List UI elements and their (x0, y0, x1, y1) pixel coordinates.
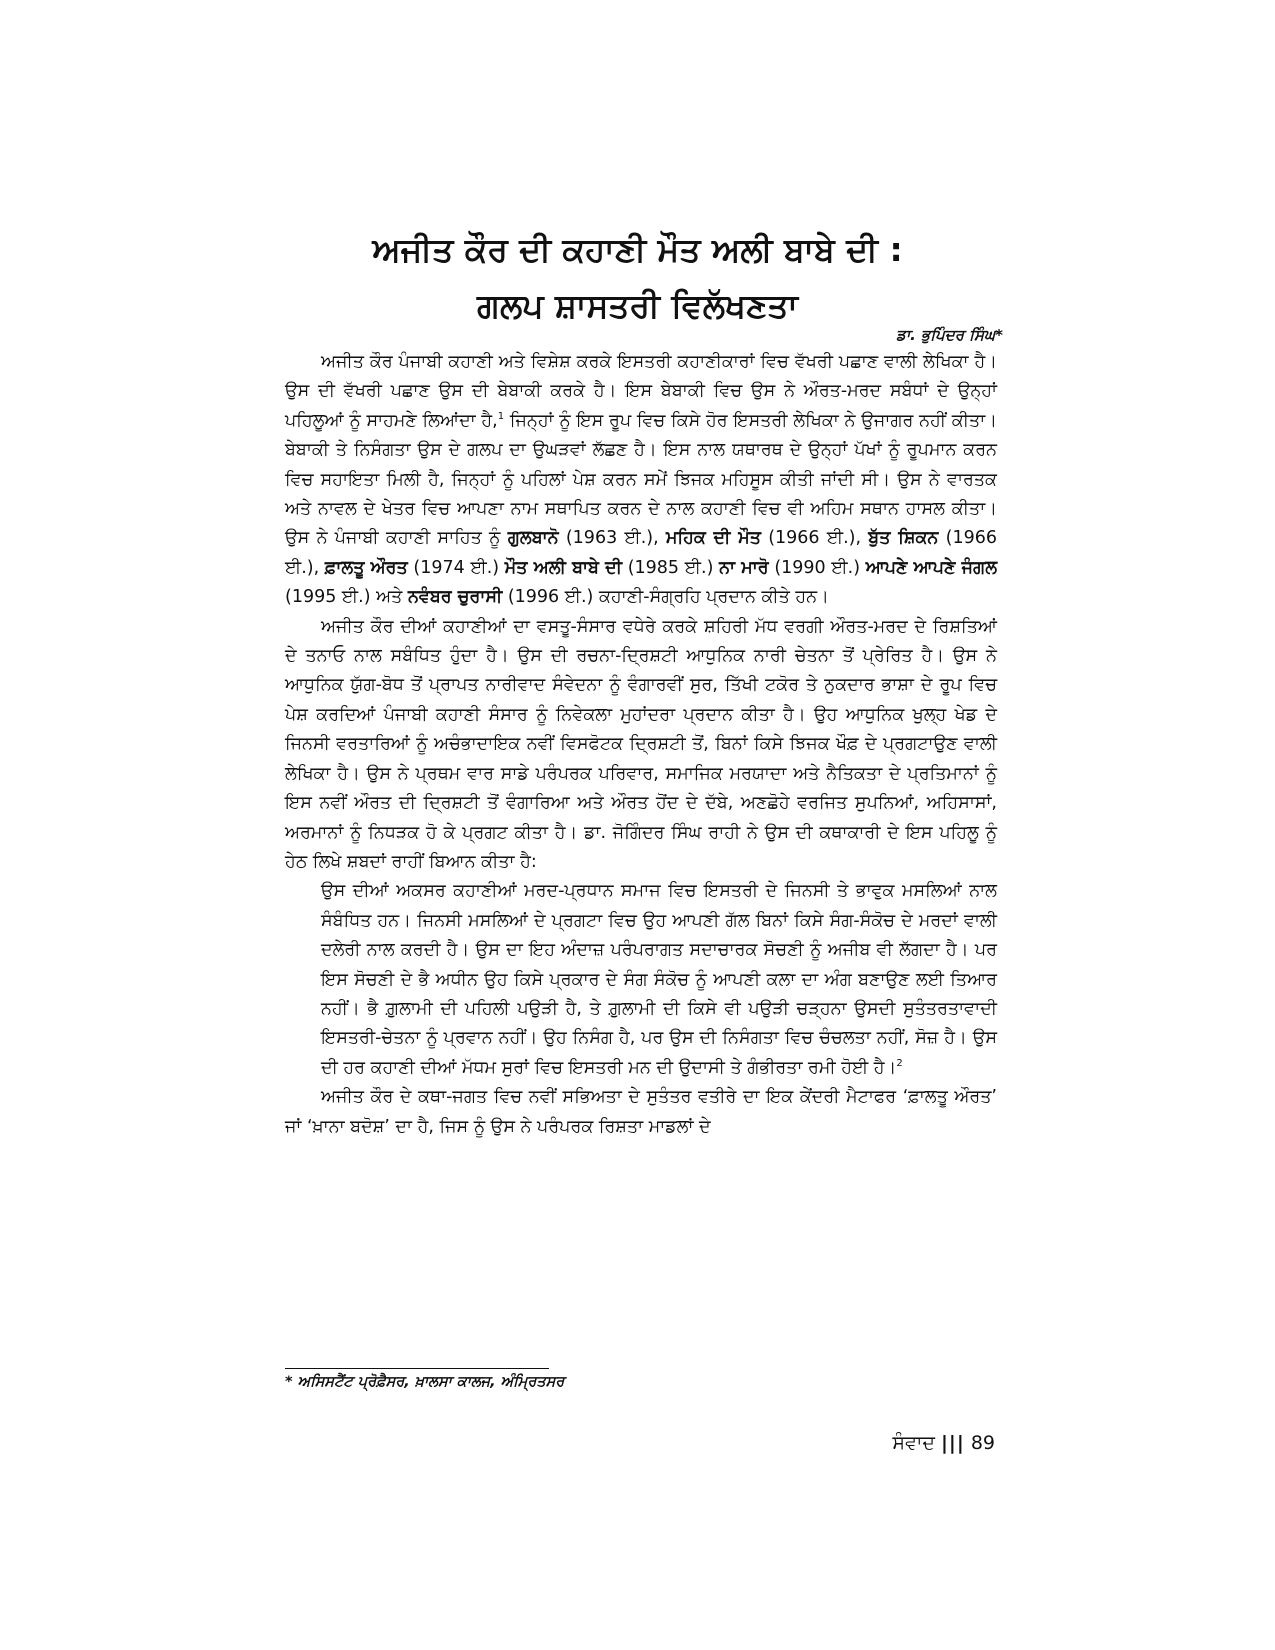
footnote-ref-1: 1 (497, 410, 505, 422)
footnote-divider (285, 1368, 549, 1369)
text-run: ਉਸ ਦੀਆਂ ਅਕਸਰ ਕਹਾਣੀਆਂ ਮਰਦ-ਪ੍ਰਧਾਨ ਸਮਾਜ ਵਿਚ ਇਸਤਰੀ ਦੇ ਜਿਨਸੀ ਤੇ ਭਾਵੁਕ ਮਸਲਿਆਂ ਨਾਲ ਸੰਬੰਧਿਤ ਹਨ। ਜਿਨਸੀ ਮਸਲਿਆਂ ਦੇ ਪ੍ਰਗਟਾ ਵਿਚ ਉਹ ਆਪਣੀ ਗੱਲ ਬਿਨਾਂ ਕਿਸੇ ਸੰਗ-ਸੰਕੋਚ ਦੇ ਮਰਦਾਂ ਵਾਲੀ ਦਲੇਰੀ ਨਾਲ ਕਰਦੀ ਹੈ। ਉਸ ਦਾ ਇਹ ਅੰਦਾਜ਼ ਪਰੰਪਰਾਗਤ ਸਦਾਚਾਰਕ ਸੋਚਣੀ ਨੂੰ ਅਜੀਬ ਵੀ ਲੱਗਦਾ ਹੈ। ਪਰ ਇਸ ਸੋਚਣੀ ਦੇ ਭੈ ਅਧੀਨ ਉਹ ਕਿਸੇ ਪ੍ਰਕਾਰ ਦੇ ਸੰਗ ਸੰਕੋਚ ਨੂੰ ਆਪਣੀ ਕਲਾ ਦਾ ਅੰਗ ਬਣਾਉਣ ਲਈ ਤਿਆਰ ਨਹੀਂ। ਭੈ ਗ਼ੁਲਾਮੀ ਦੀ ਪਹਿਲੀ ਪਉੜੀ ਹੈ, ਤੇ ਗ਼ੁਲਾਮੀ ਦੀ ਕਿਸੇ ਵੀ ਪਉੜੀ ਚੜ੍ਹਨਾ ਉਸਦੀ ਸੁਤੰਤਰਤਾਵਾਦੀ ਇਸਤਰੀ-ਚੇਤਨਾ ਨੂੰ ਪ੍ਰਵਾਨ ਨਹੀਂ। ਉਹ ਨਿਸੰਗ ਹੈ, ਪਰ ਉਸ ਦੀ ਨਿਸੰਗਤਾ ਵਿਚ ਚੰਚਲਤਾ ਨਹੀਂ, ਸੋਜ਼ ਹੈ। ਉਸ ਦੀ ਹਰ ਕਹਾਣੀ ਦੀਆਂ ਮੱਧਮ ਸੁਰਾਂ ਵਿਚ ਇਸਤਰੀ ਮਨ ਦੀ ਉਦਾਸੀ ਤੇ ਗੰਭੀਰਤਾ ਰਮੀ ਹੋਈ ਹੈ। (321, 881, 997, 1078)
book-title-na-maro: ਨਾ ਮਾਰੋ (719, 557, 769, 578)
paragraph-3: ਅਜੀਤ ਕੌਰ ਦੇ ਕਥਾ-ਜਗਤ ਵਿਚ ਨਵੀਂ ਸਭਿਅਤਾ ਦੇ ਸੁਤੰਤਰ ਵਤੀਰੇ ਦਾ ਇਕ ਕੇਂਦਰੀ ਮੈਟਾਫਰ ‘ਫ਼ਾਲਤੂ ਔਰਤ’ ਜਾਂ ‘ਖ਼ਾਨਾ ਬਦੋਸ਼’ ਦਾ ਹੈ, ਜਿਸ ਨੂੰ ਉਸ ਨੇ ਪਰੰਪਰਕ ਰਿਸ਼ਤਾ ਮਾਡਲਾਂ ਦੇ (285, 1087, 997, 1137)
paragraph-1 (285, 348, 997, 613)
text-run: (1966 ਈ.), (285, 528, 998, 578)
book-title-butt-shikan: ਬੁੱਤ ਸ਼ਿਕਨ (868, 528, 939, 549)
article-title (0, 222, 1275, 334)
text-run: (1963 ਈ.), (558, 528, 666, 549)
text-run: (1995 ਈ.) ਅਤੇ (285, 587, 408, 608)
footnote: * ਅਸਿਸਟੈਂਟ ਪ੍ਰੋਫ਼ੈਸਰ, ਖ਼ਾਲਸਾ ਕਾਲਜ, ਅੰਮ੍ਰਿਤਸਰ (285, 1374, 565, 1390)
folio-separator: ||| (940, 1432, 965, 1454)
book-title-gulbano: ਗੁਲਬਾਨੋ (507, 528, 559, 549)
author-name: ਡਾ. ਭੁਪਿੰਦਰ ਸਿੰਘ* (896, 326, 1003, 344)
article-title-line-2: ਗਲਪ ਸ਼ਾਸਤਰੀ ਵਿਲੱਖਣਤਾ (476, 286, 798, 325)
book-title-november-churasi: ਨਵੰਬਰ ਚੁਰਾਸੀ (407, 587, 503, 608)
book-title-apne-apne-jangal: ਆਪਣੇ ਆਪਣੇ ਜੰਗਲ (865, 557, 998, 578)
article-body (285, 348, 997, 1142)
text-run: ਅਜੀਤ ਕੌਰ ਪੰਜਾਬੀ ਕਹਾਣੀ ਅਤੇ ਵਿਸ਼ੇਸ਼ ਕਰਕੇ ਇਸਤਰੀ ਕਹਾਣੀਕਾਰਾਂ ਵਿਚ ਵੱਖਰੀ ਪਛਾਣ ਵਾਲੀ ਲੇਖਿਕਾ ਹੈ। ਉਸ ਦੀ ਵੱਖਰੀ ਪਛਾਣ ਉਸ ਦੀ ਬੇਬਾਕੀ ਕਰਕੇ ਹੈ। ਇਸ ਬੇਬਾਕੀ ਵਿਚ ਉਸ ਨੇ ਔਰਤ-ਮਰਦ ਸਬੰਧਾਂ ਦੇ ਉਨ੍ਹਾਂ ਪਹਿਲੂਆਂ ਨੂੰ ਸਾਹਮਣੇ ਲਿਆਂਦਾ ਹੈ, (285, 352, 997, 431)
book-title-maut-ali-babe-di: ਮੌਤ ਅਲੀ ਬਾਬੇ ਦੀ (504, 557, 623, 578)
text-run: (1974 ਈ.) (407, 557, 505, 578)
block-quote (321, 877, 997, 1083)
paragraph-2: ਅਜੀਤ ਕੌਰ ਦੀਆਂ ਕਹਾਣੀਆਂ ਦਾ ਵਸਤੂ-ਸੰਸਾਰ ਵਧੇਰੇ ਕਰਕੇ ਸ਼ਹਿਰੀ ਮੱਧ ਵਰਗੀ ਔਰਤ-ਮਰਦ ਦੇ ਰਿਸ਼ਤਿਆਂ ਦੇ ਤਨਾਓ ਨਾਲ ਸਬੰਧਿਤ ਹੁੰਦਾ ਹੈ। ਉਸ ਦੀ ਰਚਨਾ-ਦ੍ਰਿਸ਼ਟੀ ਆਧੁਨਿਕ ਨਾਰੀ ਚੇਤਨਾ ਤੋਂ ਪ੍ਰੇਰਿਤ ਹੈ। ਉਸ ਨੇ ਆਧੁਨਿਕ ਯੁੱਗ-ਬੋਧ ਤੋਂ ਪ੍ਰਾਪਤ ਨਾਰੀਵਾਦ ਸੰਵੇਦਨਾ ਨੂੰ ਵੰਗਾਰਵੀਂ ਸੁਰ, ਤਿੱਖੀ ਟਕੋਰ ਤੇ ਨੁਕਦਾਰ ਭਾਸ਼ਾ ਦੇ ਰੂਪ ਵਿਚ ਪੇਸ਼ ਕਰਦਿਆਂ ਪੰਜਾਬੀ ਕਹਾਣੀ ਸੰਸਾਰ ਨੂੰ ਨਿਵੇਕਲਾ ਮੁਹਾਂਦਰਾ ਪ੍ਰਦਾਨ ਕੀਤਾ ਹੈ। ਉਹ ਆਧੁਨਿਕ ਖੁਲ੍ਹ ਖੇਡ ਦੇ ਜਿਨਸੀ ਵਰਤਾਰਿਆਂ ਨੂੰ ਅਚੰਭਾਦਾਇਕ ਨਵੀਂ ਵਿਸਫੋਟਕ ਦ੍ਰਿਸ਼ਟੀ ਤੋਂ, ਬਿਨਾਂ ਕਿਸੇ ਝਿਜਕ ਖੌਫ਼ ਦੇ ਪ੍ਰਗਟਾਉਣ ਵਾਲੀ ਲੇਖਿਕਾ ਹੈ। ਉਸ ਨੇ ਪ੍ਰਥਮ ਵਾਰ ਸਾਡੇ ਪਰੰਪਰਕ ਪਰਿਵਾਰ, ਸਮਾਜਿਕ ਮਰਯਾਦਾ ਅਤੇ ਨੈਤਿਕਤਾ ਦੇ ਪ੍ਰਤਿਮਾਨਾਂ ਨੂੰ ਇਸ ਨਵੀਂ ਔਰਤ ਦੀ ਦ੍ਰਿਸ਼ਟੀ ਤੋਂ ਵੰਗਾਰਿਆ ਅਤੇ ਔਰਤ ਹੋਂਦ ਦੇ ਦੱਬੇ, ਅਣਛੋਹੇ ਵਰਜਿਤ ਸੁਪਨਿਆਂ, ਅਹਿਸਾਸਾਂ, ਅਰਮਾਨਾਂ ਨੂੰ ਨਿਧੜਕ ਹੋ ਕੇ ਪ੍ਰਗਟ ਕੀਤਾ ਹੈ। ਡਾ. ਜੋਗਿੰਦਰ ਸਿੰਘ ਰਾਹੀ ਨੇ ਉਸ ਦੀ ਕਥਾਕਾਰੀ ਦੇ ਇਸ ਪਹਿਲੂ ਨੂੰ ਹੇਠ ਲਿਖੇ ਸ਼ਬਦਾਂ ਰਾਹੀਂ ਬਿਆਨ ਕੀਤਾ ਹੈ: (285, 616, 997, 872)
book-title-mehak-di-maut: ਮਹਿਕ ਦੀ ਮੌਤ (665, 528, 761, 549)
page-number: 89 (970, 1432, 995, 1454)
text-run: (1996 ਈ.) ਕਹਾਣੀ-ਸੰਗ੍ਰਹਿ ਪ੍ਰਦਾਨ ਕੀਤੇ ਹਨ। (502, 587, 829, 608)
page-footer (892, 1432, 995, 1454)
block-quote-text (321, 877, 997, 1083)
article-title-line-1: ਅਜੀਤ ਕੌਰ ਦੀ ਕਹਾਣੀ ਮੌਤ ਅਲੀ ਬਾਬੇ ਦੀ : (372, 230, 903, 269)
text-run: ਜਿਨ੍ਹਾਂ ਨੂੰ ਇਸ ਰੂਪ ਵਿਚ ਕਿਸੇ ਹੋਰ ਇਸਤਰੀ ਲੇਖਿਕਾ ਨੇ ਉਜਾਗਰ ਨਹੀਂ ਕੀਤਾ। ਬੇਬਾਕੀ ਤੇ ਨਿਸੰਗਤਾ ਉਸ ਦੇ ਗਲਪ ਦਾ ਉਘੜਵਾਂ ਲੱਛਣ ਹੈ। ਇਸ ਨਾਲ ਯਥਾਰਥ ਦੇ ਉਨ੍ਹਾਂ ਪੱਖਾਂ ਨੂੰ ਰੂਪਮਾਨ ਕਰਨ ਵਿਚ ਸਹਾਇਤਾ ਮਿਲੀ ਹੈ, ਜਿਨ੍ਹਾਂ ਨੂੰ ਪਹਿਲਾਂ ਪੇਸ਼ ਕਰਨ ਸਮੇਂ ਝਿਜਕ ਮਹਿਸੂਸ ਕੀਤੀ ਜਾਂਦੀ ਸੀ। ਉਸ ਨੇ ਵਾਰਤਕ ਅਤੇ ਨਾਵਲ ਦੇ ਖੇਤਰ ਵਿਚ ਆਪਣਾ ਨਾਮ ਸਥਾਪਿਤ ਕਰਨ ਦੇ ਨਾਲ ਕਹਾਣੀ ਵਿਚ ਵੀ ਅਹਿਮ ਸਥਾਨ ਹਾਸਲ ਕੀਤਾ। ਉਸ ਨੇ ਪੰਜਾਬੀ ਕਹਾਣੀ ਸਾਹਿਤ ਨੂੰ (285, 410, 997, 549)
book-title-faltu-aurat: ਫ਼ਾਲਤੂ ਔਰਤ (324, 557, 408, 578)
text-run: (1985 ਈ.) (622, 557, 720, 578)
text-run: (1990 ਈ.) (768, 557, 866, 578)
footnote-ref-2: 2 (896, 1057, 903, 1069)
text-run: (1966 ਈ.), (760, 528, 869, 549)
journal-name: ਸੰਵਾਦ (892, 1432, 935, 1454)
